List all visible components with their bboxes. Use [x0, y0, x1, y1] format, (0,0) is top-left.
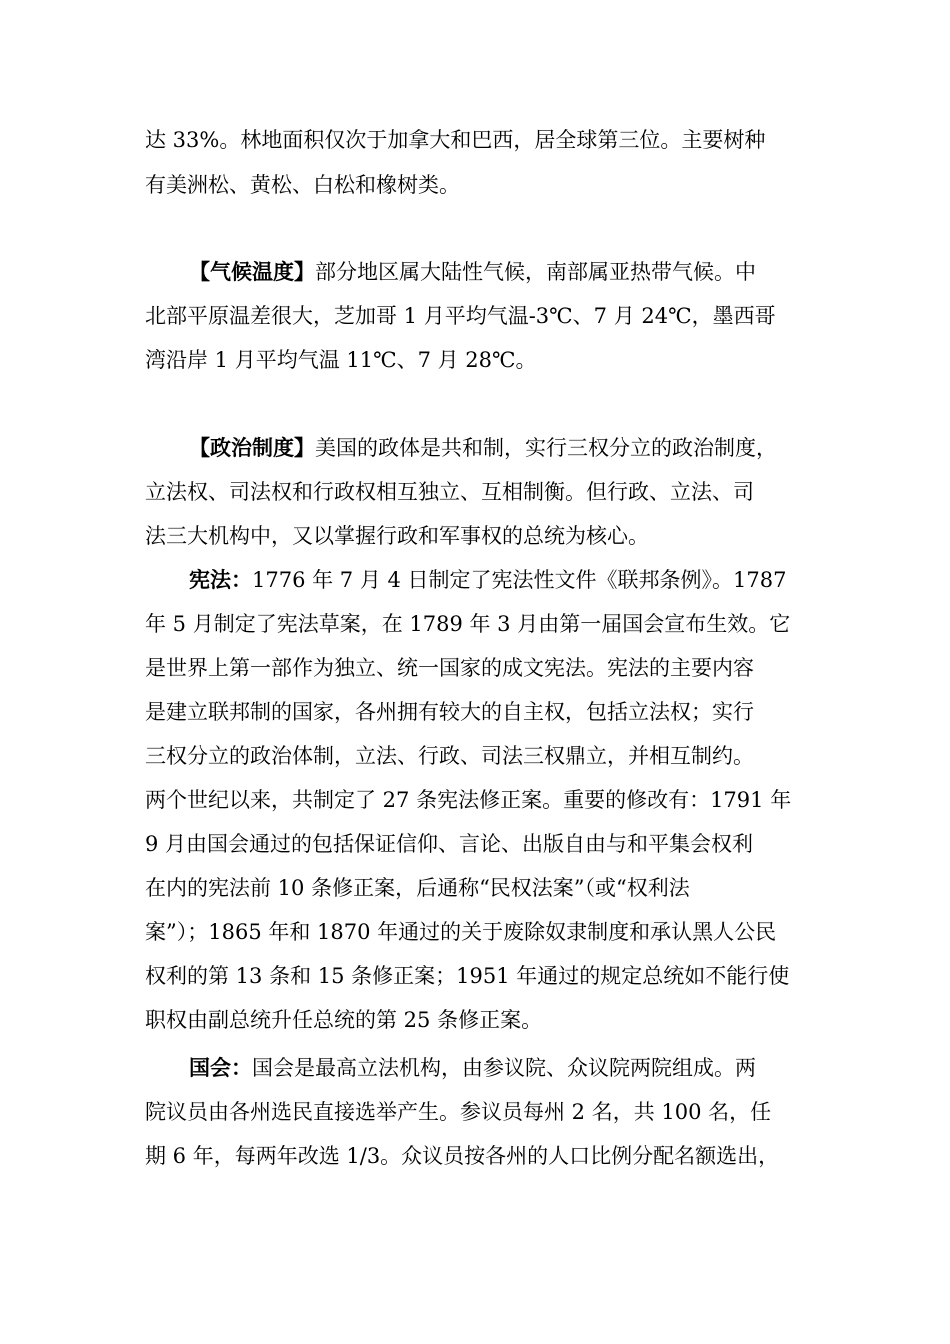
politics-line-1: 美国的政体是共和制，实行三权分立的政治制度， [315, 436, 777, 460]
congress-line-3: 期 6 年，每两年改选 1/3。众议员按各州的人口比例分配名额选出， [145, 1144, 780, 1168]
congress-line-1: 国会是最高立法机构，由参议院、众议院两院组成。两 [252, 1056, 756, 1080]
constitution-line-10: 权利的第 13 条和 15 条修正案；1951 年通过的规定总统如不能行使 [145, 964, 790, 988]
politics-heading: 【政治制度】 [189, 435, 315, 460]
constitution-line-11: 职权由副总统升任总统的第 25 条修正案。 [145, 1008, 543, 1032]
constitution-heading: 宪法： [189, 567, 252, 592]
constitution-line-8: 在内的宪法前 10 条修正案，后通称“民权法案”（或“权利法 [145, 876, 690, 900]
climate-line-1: 部分地区属大陆性气候，南部属亚热带气候。中 [315, 260, 756, 284]
constitution-line-6: 两个世纪以来，共制定了 27 条宪法修正案。重要的修改有：1791 年 [145, 788, 792, 812]
congress-first-line [189, 1055, 756, 1081]
congress-heading: 国会： [189, 1055, 252, 1080]
constitution-first-line [189, 567, 786, 593]
constitution-line-3: 是世界上第一部作为独立、统一国家的成文宪法。宪法的主要内容 [145, 656, 754, 680]
climate-line-2: 北部平原温差很大，芝加哥 1 月平均气温-3℃、7 月 24℃，墨西哥 [145, 304, 776, 328]
climate-line-3: 湾沿岸 1 月平均气温 11℃、7 月 28℃。 [145, 348, 537, 372]
climate-heading: 【气候温度】 [189, 259, 315, 284]
constitution-line-2: 年 5 月制定了宪法草案，在 1789 年 3 月由第一届国会宣布生效。它 [145, 612, 791, 636]
politics-first-line [189, 435, 777, 461]
forest-line-2: 有美洲松、黄松、白松和橡树类。 [145, 173, 460, 197]
forest-line-1: 达 33%。林地面积仅次于加拿大和巴西，居全球第三位。主要树种 [145, 128, 766, 152]
constitution-line-7: 9 月由国会通过的包括保证信仰、言论、出版自由与和平集会权利 [145, 832, 754, 856]
climate-first-line [189, 259, 756, 285]
congress-line-2: 院议员由各州选民直接选举产生。参议员每州 2 名，共 100 名，任 [145, 1100, 772, 1124]
politics-line-2: 立法权、司法权和行政权相互独立、互相制衡。但行政、立法、司 [145, 480, 754, 504]
constitution-line-4: 是建立联邦制的国家，各州拥有较大的自主权，包括立法权；实行 [145, 700, 754, 724]
constitution-line-5: 三权分立的政治体制，立法、行政、司法三权鼎立，并相互制约。 [145, 744, 754, 768]
politics-line-3: 法三大机构中，又以掌握行政和军事权的总统为核心。 [145, 524, 649, 548]
constitution-line-1: 1776 年 7 月 4 日制定了宪法性文件《联邦条例》。1787 [252, 568, 787, 592]
constitution-line-9: 案”）；1865 年和 1870 年通过的关于废除奴隶制度和承认黑人公民 [145, 920, 777, 944]
